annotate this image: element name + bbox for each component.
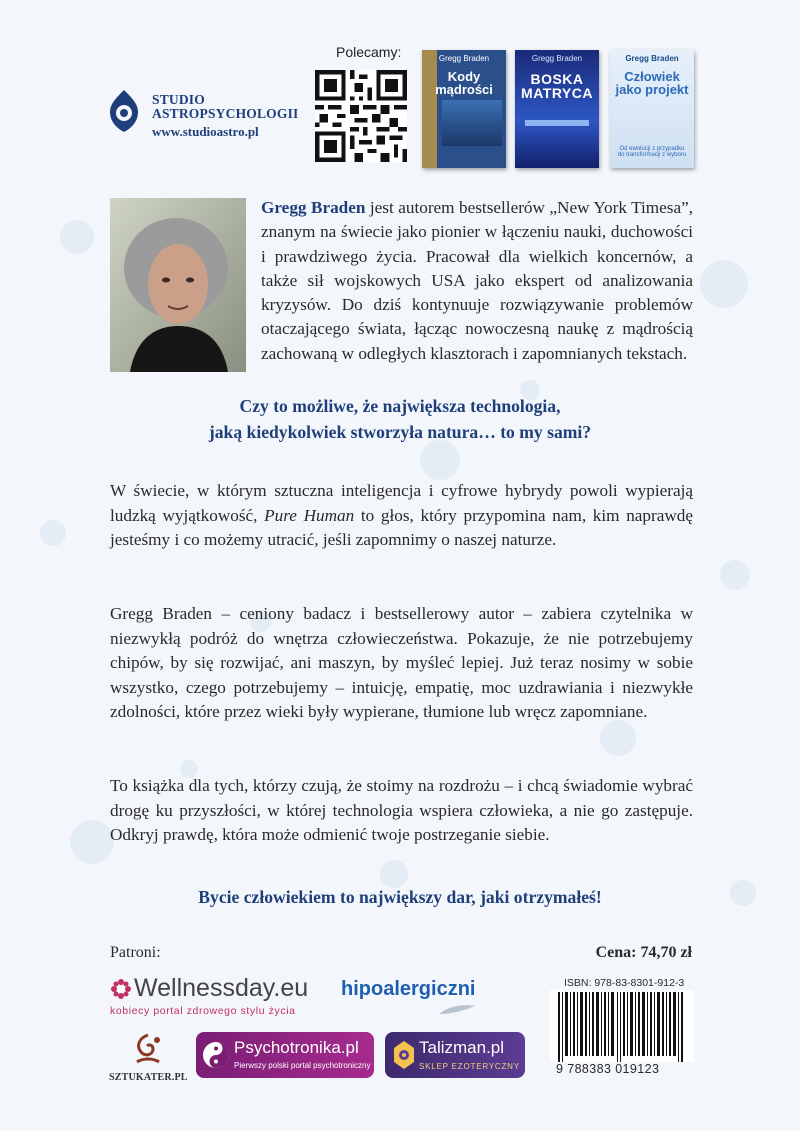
cover-art [525, 120, 589, 126]
qr-code[interactable] [315, 70, 407, 162]
question-line-1: Czy to możliwe, że największa technologia, [239, 396, 561, 416]
hipoalergiczni-name: hipoalergiczni [341, 978, 476, 1000]
book-subtitle: Od ewolucji z przypadku do transformacji z wyboru [617, 146, 687, 158]
barcode [550, 990, 694, 1062]
book-author: Gregg Braden [625, 54, 679, 63]
wellnessday-logo[interactable] [110, 974, 340, 1017]
description-paragraph-3: To książka dla tych, którzy czują, że stoimy na rozdrożu – i chcą świadomie wybrać drogę ku przyszłości, w której technologia wspiera człowieka, a nie go zastępuje. Odkryj prawdę, która może odmienić twoje postrzeganie siebie. [110, 776, 693, 844]
question-heading [90, 393, 710, 445]
book-title: Kody mądrości [435, 69, 493, 97]
patrons-label: Patroni: [110, 944, 161, 961]
book-title: BOSKA MATRYCA [521, 71, 593, 101]
sztukater-ornament-icon [131, 1032, 165, 1066]
paragraph-1-start: W świecie, w którym sztuczna inteligencja i cyfrowe hybrydy powoli wypierają ludzką wyjątkowość, [110, 481, 693, 525]
sztukater-name: SZTUKATER.PL [109, 1072, 188, 1083]
studio-astropsychologii-logo [106, 88, 306, 158]
talizman-name: Talizman.pl [419, 1038, 505, 1057]
astro-symbol-icon [106, 88, 142, 134]
studio-url[interactable]: www.studioastro.pl [152, 124, 259, 139]
psychotronika-logo[interactable] [196, 1032, 374, 1078]
description-paragraph-2: Gregg Braden – ceniony badacz i bestsellerowy autor – zabiera czytelnika w niezwykłą podróż do wnętrza człowieczeństwa. Pokazuje, że nie potrzebujemy chipów, by się rozwijać, ani maszyn, by myśleć lepiej. Już teraz nosimy w sobie wszystko, czego potrzebujemy – intuicję, empatię, moc uzdrawiania i niezwykłe zdolności, które przez wieki były wypierane, tłumione lub wręcz zapomniane. [110, 604, 693, 721]
book-title-italic: Pure Human [264, 505, 355, 525]
book-author: Gregg Braden [531, 54, 583, 63]
author-bio-text: jest autorem bestsellerów „New York Timesa”, znanym na świecie jako pionier w łączeniu nauki, duchowości i prawdziwego życia. Pracował dla wielkich koncernów, a także sił wojskowych USA jako ekspert od analizowania kryzysów. Do dziś kontynuuje rozwiązywanie problemów otaczającego świata, łącząc nowoczesną naukę z mądrością zachowaną w odległych klasztorach i zapomnianych tekstach. [261, 198, 693, 363]
author-portrait [110, 198, 246, 372]
wellnessday-tagline: kobiecy portal zdrowego stylu życia [110, 1005, 296, 1017]
closing-tagline: Bycie człowiekiem to największy dar, jaki otrzymałeś! [198, 887, 602, 907]
author-bio [261, 196, 693, 366]
price-label: Cena: 74,70 zł [595, 944, 692, 961]
yin-yang-icon [202, 1041, 230, 1069]
cover-art [442, 100, 502, 146]
description-paragraph-1 [110, 479, 693, 553]
psychotronika-name: Psychotronika.pl [234, 1038, 359, 1057]
book-author: Gregg Braden [438, 54, 490, 63]
psychotronika-tagline: Pierwszy polski portal psychotroniczny [234, 1061, 371, 1070]
book-cover-czlowiek-jako-projekt[interactable] [610, 50, 694, 168]
recommended-label: Polecamy: [336, 44, 402, 60]
book-title: Człowiek jako projekt [615, 69, 689, 97]
barcode-number: 9 788383 019123 [556, 1062, 660, 1076]
paragraph-1-end: to głos, który przypomina nam, kim naprawdę jesteśmy i co możemy utracić, jeśli zapomnimy o naszej naturze. [110, 505, 693, 549]
studio-name-line1: STUDIO [152, 92, 205, 107]
feather-icon [437, 1004, 477, 1016]
flower-icon [110, 978, 132, 1000]
sztukater-logo[interactable] [109, 1032, 191, 1088]
hipoalergiczni-logo[interactable] [341, 978, 475, 1001]
studio-name-line2: ASTROPSYCHOLOGII [152, 106, 299, 121]
amulet-icon [393, 1040, 415, 1070]
book-cover-kody-madrosci[interactable] [422, 50, 506, 168]
author-name: Gregg Braden [261, 198, 366, 217]
wellnessday-name: Wellnessday.eu [134, 974, 309, 1002]
question-line-2: jaką kiedykolwiek stworzyła natura… to my sami? [208, 422, 592, 442]
book-cover-boska-matryca[interactable] [515, 50, 599, 168]
isbn-label: ISBN: 978-83-8301-912-3 [564, 977, 685, 989]
talizman-tagline: SKLEP EZOTERYCZNY [419, 1062, 520, 1071]
talizman-logo[interactable] [385, 1032, 525, 1078]
